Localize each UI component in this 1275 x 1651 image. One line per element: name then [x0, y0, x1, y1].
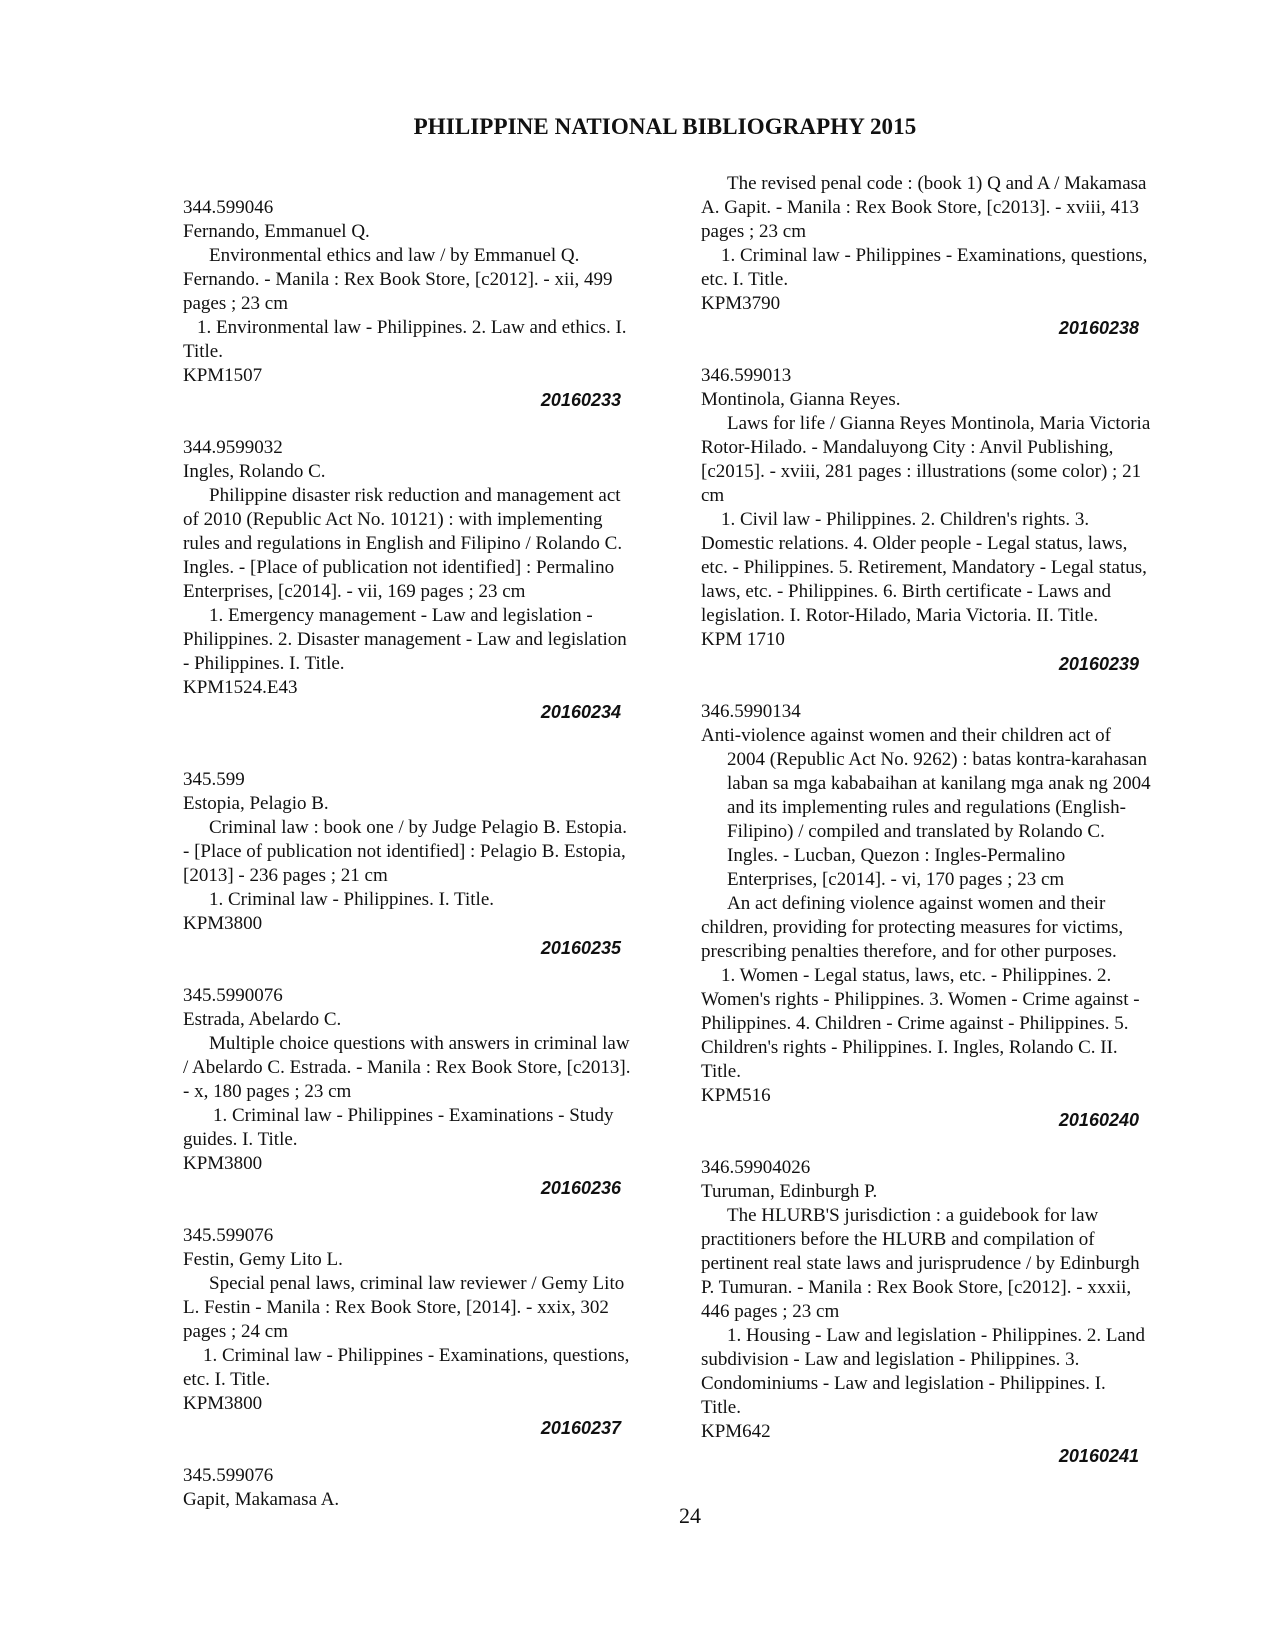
entry-line: pertinent real state laws and jurisprudence / by Edinburgh — [701, 1253, 1140, 1274]
call-number: KPM 1710 — [701, 629, 785, 650]
subject-line: Women's rights - Philippines. 3. Women - Crime against - — [701, 989, 1140, 1010]
subject-line: 1. Women - Legal status, laws, etc. - Philippines. 2. — [721, 965, 1112, 986]
call-number: KPM3800 — [183, 1153, 263, 1174]
accession-number: 20160238 — [1058, 318, 1139, 338]
subject-line: Title. — [701, 1061, 741, 1082]
subject-line: etc. I. Title. — [701, 269, 789, 290]
subject-line: 1. Criminal law - Philippines - Examinations - Study — [213, 1105, 614, 1126]
subject-line: etc. - Philippines. 5. Retirement, Mandatory - Legal status, — [701, 557, 1147, 578]
summary-line: An act defining violence against women and their — [727, 893, 1106, 914]
entry-line: Enterprises, [c2014]. - vii, 169 pages ; 23 cm — [183, 581, 526, 602]
subject-line: laws, etc. - Philippines. 6. Birth certificate - Laws and — [701, 581, 1111, 602]
class-number: 346.5990134 — [701, 701, 801, 722]
subject-line: 1. Criminal law - Philippines. I. Title. — [209, 889, 495, 910]
class-number: 344.9599032 — [183, 437, 283, 458]
entry-line: cm — [701, 485, 725, 506]
bibliographic-entry — [183, 436, 663, 724]
accession-number: 20160240 — [1058, 1110, 1139, 1130]
entry-line: The revised penal code : (book 1) Q and A / Makamasa — [727, 173, 1147, 194]
entry-line: The HLURB'S jurisdiction : a guidebook for law — [727, 1205, 1099, 1226]
call-number: KPM3800 — [183, 1393, 263, 1414]
subject-line: 1. Criminal law - Philippines - Examinations, questions, — [203, 1345, 630, 1366]
bibliographic-entry — [701, 1156, 1181, 1468]
subject-line: 1. Environmental law - Philippines. 2. Law and ethics. I. — [197, 317, 627, 338]
entry-line: 2004 (Republic Act No. 9262) : batas kontra-karahasan — [727, 749, 1147, 770]
entry-line: L. Festin - Manila : Rex Book Store, [2014]. - xxix, 302 — [183, 1297, 609, 1318]
entry-line: A. Gapit. - Manila : Rex Book Store, [c2013]. - xviii, 413 — [701, 197, 1139, 218]
subject-line: legislation. I. Rotor-Hilado, Maria Victoria. II. Title. — [701, 605, 1099, 626]
entry-line: P. Tumuran. - Manila : Rex Book Store, [c2012]. - xxxii, — [701, 1277, 1132, 1298]
subject-line: 1. Housing - Law and legislation - Philippines. 2. Land — [727, 1325, 1145, 1346]
subject-line: subdivision - Law and legislation - Philippines. 3. — [701, 1349, 1080, 1370]
entry-line: Criminal law : book one / by Judge Pelagio B. Estopia. — [209, 817, 627, 838]
entry-line: pages ; 24 cm — [183, 1321, 289, 1342]
entry-line: pages ; 23 cm — [183, 293, 289, 314]
author: Estrada, Abelardo C. — [183, 1009, 342, 1030]
call-number: KPM1524.E43 — [183, 677, 298, 698]
entry-line: Laws for life / Gianna Reyes Montinola, Maria Victoria — [727, 413, 1151, 434]
entry-line: Anti-violence against women and their children act of — [701, 725, 1111, 746]
bibliographic-entry — [183, 196, 663, 412]
subject-line: Title. — [701, 1397, 741, 1418]
subject-line: Philippines. 4. Children - Crime against - Philippines. 5. — [701, 1013, 1129, 1034]
entry-line: Philippine disaster risk reduction and management act — [209, 485, 621, 506]
call-number: KPM3790 — [701, 293, 781, 314]
author: Turuman, Edinburgh P. — [701, 1181, 878, 1202]
entry-line: Environmental ethics and law / by Emmanuel Q. — [209, 245, 580, 266]
author: Montinola, Gianna Reyes. — [701, 389, 901, 410]
accession-number: 20160237 — [540, 1418, 621, 1438]
entry-line: Rotor-Hilado. - Mandaluyong City : Anvil Publishing, — [701, 437, 1114, 458]
subject-line: 1. Civil law - Philippines. 2. Children's rights. 3. — [721, 509, 1090, 530]
class-number: 345.599076 — [183, 1465, 274, 1486]
entry-line: pages ; 23 cm — [701, 221, 807, 242]
accession-number: 20160236 — [540, 1178, 621, 1198]
entry-line: Ingles. - [Place of publication not identified] : Permalino — [183, 557, 615, 578]
author: Festin, Gemy Lito L. — [183, 1249, 343, 1270]
subject-line: Title. — [183, 341, 223, 362]
author: Estopia, Pelagio B. — [183, 793, 329, 814]
bibliographic-entry — [701, 172, 1181, 340]
entry-line: Fernando. - Manila : Rex Book Store, [c2012]. - xii, 499 — [183, 269, 613, 290]
entry-line: Enterprises, [c2014]. - vi, 170 pages ; 23 cm — [727, 869, 1065, 890]
entry-line: Ingles. - Lucban, Quezon : Ingles-Permalino — [727, 845, 1066, 866]
class-number: 346.599013 — [701, 365, 792, 386]
subject-line: Philippines. 2. Disaster management - Law and legislation — [183, 629, 627, 650]
call-number: KPM642 — [701, 1421, 771, 1442]
page-number: 24 — [679, 1503, 701, 1528]
entry-line: Multiple choice questions with answers in criminal law — [209, 1033, 630, 1054]
subject-line: Condominiums - Law and legislation - Philippines. I. — [701, 1373, 1106, 1394]
accession-number: 20160241 — [1058, 1446, 1139, 1466]
class-number: 346.59904026 — [701, 1157, 811, 1178]
bibliographic-entry — [701, 364, 1181, 676]
entry-line: practitioners before the HLURB and compilation of — [701, 1229, 1095, 1250]
right-column — [701, 172, 1181, 1468]
entry-line: Special penal laws, criminal law reviewer / Gemy Lito — [209, 1273, 625, 1294]
entry-line: - x, 180 pages ; 23 cm — [183, 1081, 352, 1102]
author: Gapit, Makamasa A. — [183, 1489, 340, 1510]
entry-line: / Abelardo C. Estrada. - Manila : Rex Book Store, [c2013]. — [183, 1057, 631, 1078]
class-number: 344.599046 — [183, 197, 274, 218]
entry-line: [2013] - 236 pages ; 21 cm — [183, 865, 388, 886]
accession-number: 20160234 — [540, 702, 621, 722]
entry-line: laban sa mga kababaihan at kanilang mga anak ng 2004 — [727, 773, 1151, 794]
call-number: KPM1507 — [183, 365, 263, 386]
summary-line: prescribing penalties therefore, and for other purposes. — [701, 941, 1117, 962]
accession-number: 20160235 — [540, 938, 621, 958]
subject-line: etc. I. Title. — [183, 1369, 271, 1390]
author: Ingles, Rolando C. — [183, 461, 326, 482]
page-title: PHILIPPINE NATIONAL BIBLIOGRAPHY 2015 — [413, 114, 917, 139]
subject-line: Domestic relations. 4. Older people - Legal status, laws, — [701, 533, 1128, 554]
bibliographic-entry — [701, 700, 1181, 1132]
accession-number: 20160239 — [1058, 654, 1139, 674]
subject-line: - Philippines. I. Title. — [183, 653, 345, 674]
entry-line: [c2015]. - xviii, 281 pages : illustrations (some color) ; 21 — [701, 461, 1142, 482]
entry-line: of 2010 (Republic Act No. 10121) : with implementing — [183, 509, 603, 530]
entry-line: 446 pages ; 23 cm — [701, 1301, 840, 1322]
left-column — [183, 196, 663, 1512]
subject-line: Children's rights - Philippines. I. Ingles, Rolando C. II. — [701, 1037, 1118, 1058]
class-number: 345.5990076 — [183, 985, 283, 1006]
entry-line: rules and regulations in English and Filipino / Rolando C. — [183, 533, 623, 554]
entry-line: Filipino) / compiled and translated by Rolando C. — [727, 821, 1105, 842]
summary-line: children, providing for protecting measures for victims, — [701, 917, 1124, 938]
bibliographic-entry — [183, 1224, 663, 1440]
call-number: KPM516 — [701, 1085, 771, 1106]
subject-line: 1. Criminal law - Philippines - Examinations, questions, — [721, 245, 1148, 266]
accession-number: 20160233 — [540, 390, 621, 410]
class-number: 345.599076 — [183, 1225, 274, 1246]
class-number: 345.599 — [183, 769, 245, 790]
bibliographic-entry — [183, 768, 663, 960]
call-number: KPM3800 — [183, 913, 263, 934]
author: Fernando, Emmanuel Q. — [183, 221, 370, 242]
subject-line: guides. I. Title. — [183, 1129, 298, 1150]
subject-line: 1. Emergency management - Law and legislation - — [209, 605, 593, 626]
bibliographic-entry — [183, 984, 663, 1200]
entry-line: and its implementing rules and regulations (English- — [727, 797, 1126, 818]
entry-line: - [Place of publication not identified] : Pelagio B. Estopia, — [183, 841, 626, 862]
